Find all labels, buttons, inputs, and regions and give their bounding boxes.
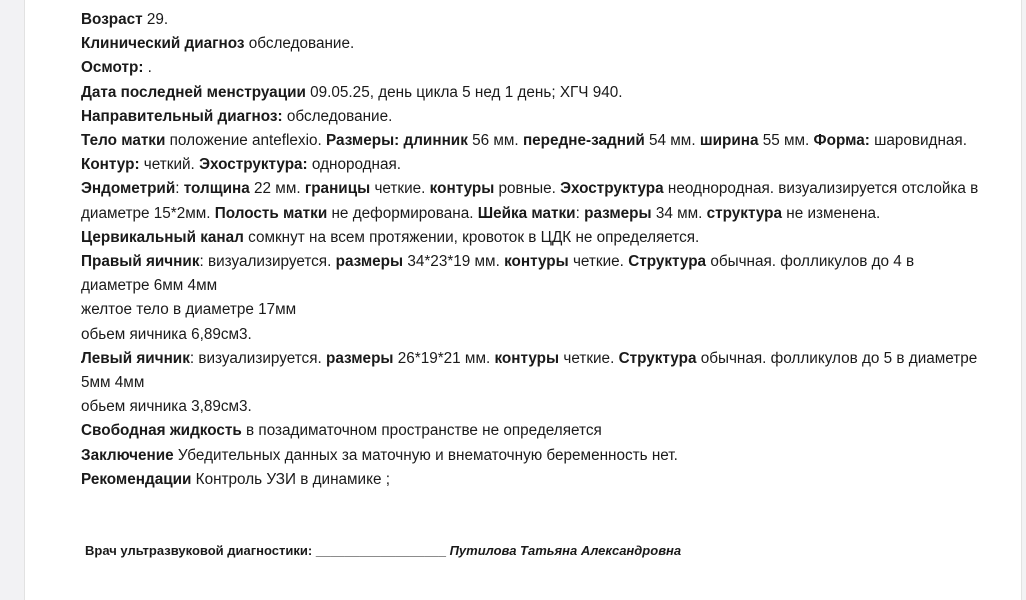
cervical-canal-value: сомкнут на всем протяжении, кровоток в ЦДК не определяется. [248, 228, 700, 246]
left-ovary-paragraph [81, 347, 981, 395]
left-ovary-contours-value: четкие. [563, 349, 615, 367]
report-body [81, 8, 981, 492]
uterus-paragraph [81, 129, 981, 177]
doctor-name: Путилова Татьяна Александровна [449, 543, 682, 558]
exam-value: . [147, 59, 152, 77]
last-menstruation-line [81, 81, 981, 105]
conclusion-value: Убедительных данных за маточную и внематочную беременность нет. [177, 446, 678, 464]
uterus-form-value: шаровидная. [874, 132, 967, 150]
right-ovary-sizes-label: размеры [335, 253, 404, 271]
signature-blank: __________________ [315, 543, 446, 558]
referral-diagnosis-label: Направительный диагноз: [81, 107, 283, 125]
uterus-width-value: 55 мм. [762, 132, 810, 150]
left-ovary-structure-label: Структура [618, 349, 697, 367]
endometrium-thickness-label: толщина [183, 180, 250, 198]
uterus-length-label: длинник [403, 132, 468, 150]
referral-diagnosis-line [81, 105, 981, 129]
right-ovary-paragraph [81, 250, 981, 298]
conclusion-line [81, 444, 981, 468]
right-ovary-volume-line: обьем яичника 6,89см3. [81, 325, 252, 343]
signature-label: Врач ультразвуковой диагностики: [85, 543, 313, 558]
cervix-sizes-value: 34 мм. [655, 204, 703, 222]
uterus-sizes-label: Размеры: [326, 132, 400, 150]
uterus-contour-value: четкий. [143, 156, 195, 174]
left-ovary-visualized: : визуализируется. [189, 349, 322, 367]
clinical-diagnosis-value: обследование. [248, 35, 355, 53]
left-ovary-sizes-label: размеры [325, 349, 394, 367]
uterus-length-value: 56 мм. [472, 132, 519, 150]
left-ovary-sizes-value: 26*19*21 мм. [397, 349, 491, 367]
right-ovary-contours-value: четкие. [572, 253, 624, 271]
uterine-cavity-label: Полость матки [214, 204, 328, 222]
uterus-ap-value: 54 мм. [649, 132, 696, 150]
endometrium-echo-value: неоднородная. визуализируется отслойка в диаметре 15*2мм. [81, 180, 979, 222]
endometrium-colon: : [175, 180, 180, 198]
endometrium-contours-label: контуры [429, 180, 495, 198]
cervix-structure-label: структура [706, 204, 782, 222]
uterus-ap-label: передне-задний [522, 132, 645, 150]
exam-label: Осмотр: [81, 59, 144, 77]
recommendations-line [81, 468, 981, 492]
signature-line [85, 543, 681, 558]
age-line [81, 8, 981, 32]
recommendations-value: Контроль УЗИ в динамике ; [195, 470, 390, 488]
uterus-form-label: Форма: [813, 132, 870, 150]
uterus-width-label: ширина [699, 132, 759, 150]
uterine-cavity-value: не деформирована. [331, 204, 474, 222]
left-ovary-volume-line: обьем яичника 3,89см3. [81, 398, 252, 416]
right-ovary-structure-label: Структура [628, 253, 707, 271]
uterus-echo-value: однородная. [311, 156, 402, 174]
clinical-diagnosis-label: Клинический диагноз [81, 35, 245, 53]
endometrium-thickness-value: 22 мм. [254, 180, 301, 198]
uterus-echo-label: Эхоструктура: [199, 156, 308, 174]
cervix-sizes-label: размеры [584, 204, 652, 222]
endometrium-borders-value: четкие. [374, 180, 426, 198]
cervical-canal-label: Цервикальный канал [81, 228, 244, 246]
uterus-contour-label: Контур: [81, 156, 140, 174]
recommendations-label: Рекомендации [81, 470, 192, 488]
uterus-position: положение anteflexio. [169, 132, 322, 150]
cervix-structure-value: не изменена. [786, 204, 881, 222]
right-ovary-label: Правый яичник [81, 253, 200, 271]
document-page [24, 0, 1022, 600]
last-menstruation-label: Дата последней менструации [81, 83, 306, 101]
referral-diagnosis-value: обследование. [286, 107, 393, 125]
right-ovary-structure-value: обычная. фолликулов до 4 в диаметре 6мм 4мм [81, 253, 915, 295]
endometrium-contours-value: ровные. [498, 180, 556, 198]
clinical-diagnosis-line [81, 32, 981, 56]
right-ovary-sizes-value: 34*23*19 мм. [407, 253, 500, 271]
last-menstruation-value: 09.05.25, день цикла 5 нед 1 день; ХГЧ 940. [310, 83, 623, 101]
endometrium-borders-label: границы [304, 180, 371, 198]
uterus-label: Тело матки [81, 132, 166, 150]
free-fluid-line [81, 419, 981, 443]
age-value: 29. [146, 11, 169, 28]
endometrium-paragraph [81, 177, 981, 250]
left-ovary-contours-label: контуры [494, 349, 560, 367]
age-label: Возраст [81, 11, 143, 28]
cervix-colon: : [575, 204, 580, 222]
left-ovary-label: Левый яичник [81, 349, 190, 367]
cervix-label: Шейка матки [477, 204, 576, 222]
free-fluid-label: Свободная жидкость [81, 422, 242, 440]
endometrium-label: Эндометрий [81, 180, 176, 198]
corpus-luteum-line: желтое тело в диаметре 17мм [81, 301, 297, 319]
exam-line [81, 56, 981, 80]
conclusion-label: Заключение [81, 446, 174, 464]
left-ovary-structure-value: обычная. фолликулов до 5 в диаметре 5мм 4мм [81, 349, 978, 392]
right-ovary-visualized: : визуализируется. [199, 253, 332, 271]
endometrium-echo-label: Эхоструктура [560, 180, 664, 198]
right-ovary-contours-label: контуры [504, 253, 569, 271]
free-fluid-value: в позадиматочном пространстве не определяется [246, 422, 602, 440]
